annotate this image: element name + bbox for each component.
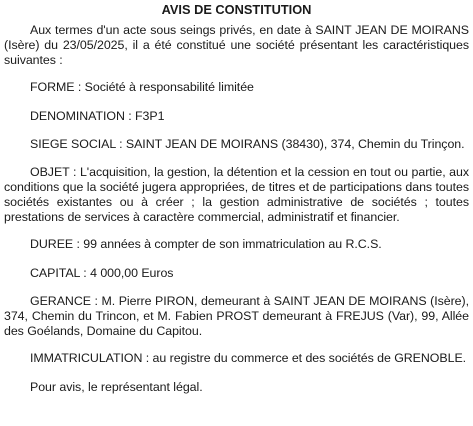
notice-title: AVIS DE CONSTITUTION: [161, 2, 312, 17]
intro-paragraph: Aux termes d'un acte sous seings privés, en date à SAINT JEAN DE MOIRANS (Isère) du 23/05/2025, il a été constitué une société présentant les caractéristiques suivantes :: [4, 23, 469, 67]
capital-paragraph: CAPITAL : 4 000,00 Euros: [30, 265, 174, 280]
duree-paragraph: DUREE : 99 années à compter de son immatriculation au R.C.S.: [30, 237, 382, 252]
objet-paragraph: OBJET : L'acquisition, la gestion, la détention et la cession en tout ou partie, aux conditions que la société jugera appropriées, de titres et de participations dans toutes sociétés existantes ou à créer ; la gestion administrative de sociétés ; toutes prestations de services à caractère commercial, administratif et financier.: [4, 165, 469, 224]
closing-paragraph: Pour avis, le représentant légal.: [30, 379, 203, 394]
gerance-paragraph: GERANCE : M. Pierre PIRON, demeurant à SAINT JEAN DE MOIRANS (Isère), 374, Chemin du Trincon, et M. Fabien PROST demeurant à FREJUS (Var), 99, Allée des Goélands, Domaine du Capitou.: [4, 294, 469, 338]
siege-paragraph: SIEGE SOCIAL : SAINT JEAN DE MOIRANS (38430), 374, Chemin du Trinçon.: [30, 136, 465, 151]
forme-paragraph: FORME : Société à responsabilité limitée: [30, 80, 254, 95]
denomination-paragraph: DENOMINATION : F3P1: [30, 108, 165, 123]
immatriculation-paragraph: IMMATRICULATION : au registre du commerce et des sociétés de GRENOBLE.: [30, 351, 467, 366]
